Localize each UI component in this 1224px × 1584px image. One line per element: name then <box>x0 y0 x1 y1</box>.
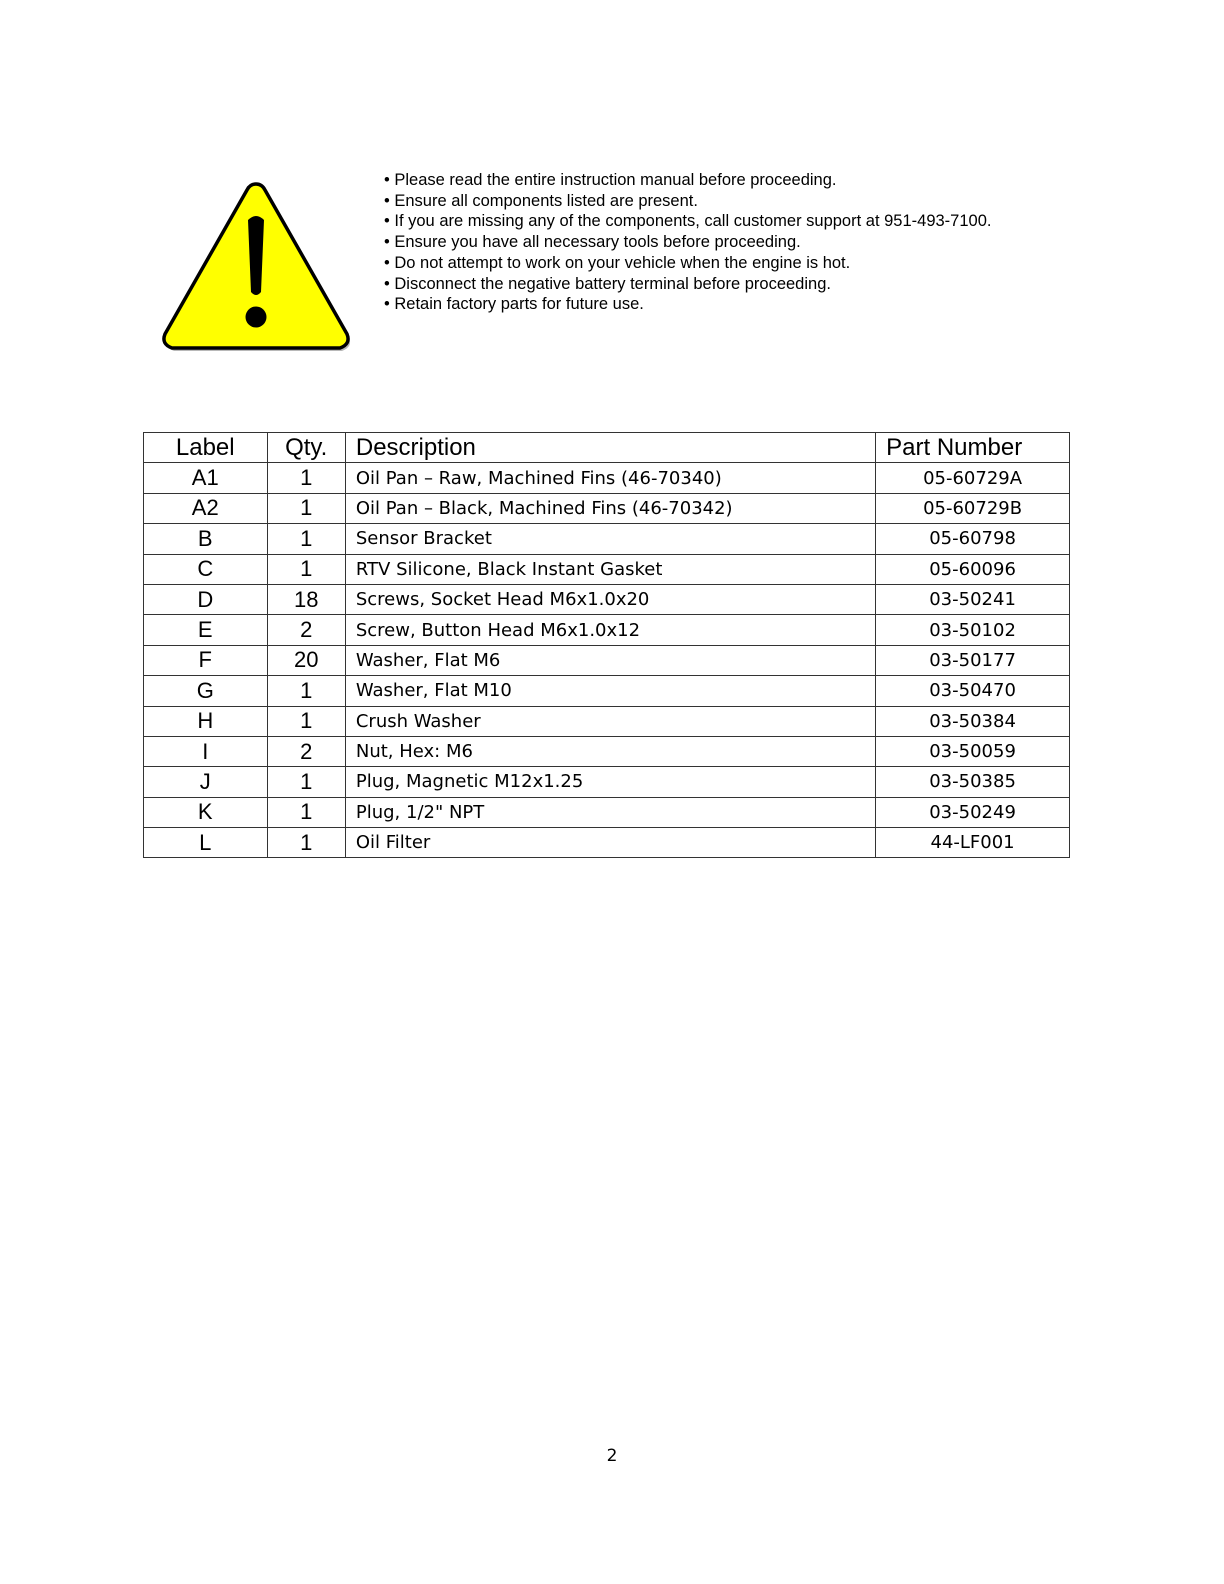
cell-description: Oil Pan – Black, Machined Fins (46-70342) <box>345 493 875 523</box>
table-row <box>144 584 1070 614</box>
table-row <box>144 463 1070 493</box>
cell-qty: 1 <box>267 554 345 584</box>
cell-description: Oil Filter <box>345 828 875 858</box>
header-description: Description <box>345 433 875 463</box>
cell-qty: 1 <box>267 797 345 827</box>
cell-description: Plug, 1/2" NPT <box>345 797 875 827</box>
cell-qty: 20 <box>267 645 345 675</box>
table-row <box>144 524 1070 554</box>
warning-triangle-icon <box>158 180 354 352</box>
note-item: • Disconnect the negative battery terminal before proceeding. <box>384 274 991 295</box>
header-qty: Qty. <box>267 433 345 463</box>
cell-description: Washer, Flat M10 <box>345 676 875 706</box>
cell-description: Crush Washer <box>345 706 875 736</box>
cell-description: Screw, Button Head M6x1.0x12 <box>345 615 875 645</box>
cell-part-number: 03-50177 <box>876 645 1070 675</box>
cell-label: H <box>144 706 268 736</box>
cell-part-number: 44-LF001 <box>876 828 1070 858</box>
cell-part-number: 03-50384 <box>876 706 1070 736</box>
cell-part-number: 03-50385 <box>876 767 1070 797</box>
cell-label: A1 <box>144 463 268 493</box>
table-row <box>144 797 1070 827</box>
header-part-number: Part Number <box>876 433 1070 463</box>
page-number: 2 <box>606 1446 618 1466</box>
cell-description: Nut, Hex: M6 <box>345 736 875 766</box>
cell-description: Plug, Magnetic M12x1.25 <box>345 767 875 797</box>
cell-label: F <box>144 645 268 675</box>
parts-table-body <box>144 463 1070 858</box>
cell-qty: 1 <box>267 767 345 797</box>
cell-description: Washer, Flat M6 <box>345 645 875 675</box>
cell-qty: 1 <box>267 463 345 493</box>
safety-notes-list <box>384 170 991 315</box>
cell-qty: 1 <box>267 524 345 554</box>
cell-qty: 1 <box>267 706 345 736</box>
cell-qty: 1 <box>267 493 345 523</box>
table-row <box>144 736 1070 766</box>
cell-part-number: 03-50470 <box>876 676 1070 706</box>
cell-description: RTV Silicone, Black Instant Gasket <box>345 554 875 584</box>
note-item: • Ensure all components listed are present. <box>384 191 991 212</box>
table-row <box>144 493 1070 523</box>
cell-part-number: 03-50102 <box>876 615 1070 645</box>
header-label: Label <box>144 433 268 463</box>
cell-part-number: 03-50059 <box>876 736 1070 766</box>
cell-part-number: 05-60096 <box>876 554 1070 584</box>
cell-qty: 2 <box>267 736 345 766</box>
cell-description: Screws, Socket Head M6x1.0x20 <box>345 584 875 614</box>
table-row <box>144 645 1070 675</box>
note-item: • If you are missing any of the components, call customer support at 951-493-7100. <box>384 211 991 232</box>
cell-part-number: 05-60729A <box>876 463 1070 493</box>
cell-label: G <box>144 676 268 706</box>
cell-description: Sensor Bracket <box>345 524 875 554</box>
cell-label: K <box>144 797 268 827</box>
cell-qty: 18 <box>267 584 345 614</box>
table-row <box>144 615 1070 645</box>
cell-description: Oil Pan – Raw, Machined Fins (46-70340) <box>345 463 875 493</box>
table-row <box>144 676 1070 706</box>
cell-label: C <box>144 554 268 584</box>
cell-part-number: 03-50241 <box>876 584 1070 614</box>
cell-label: I <box>144 736 268 766</box>
table-row <box>144 767 1070 797</box>
cell-label: J <box>144 767 268 797</box>
table-row <box>144 828 1070 858</box>
parts-table <box>143 432 1070 858</box>
cell-label: B <box>144 524 268 554</box>
cell-qty: 1 <box>267 676 345 706</box>
note-item: • Retain factory parts for future use. <box>384 294 991 315</box>
table-header-row <box>144 433 1070 463</box>
note-item: • Do not attempt to work on your vehicle when the engine is hot. <box>384 253 991 274</box>
cell-label: E <box>144 615 268 645</box>
cell-label: L <box>144 828 268 858</box>
cell-label: D <box>144 584 268 614</box>
cell-part-number: 05-60729B <box>876 493 1070 523</box>
table-row <box>144 706 1070 736</box>
cell-part-number: 03-50249 <box>876 797 1070 827</box>
table-row <box>144 554 1070 584</box>
cell-part-number: 05-60798 <box>876 524 1070 554</box>
cell-label: A2 <box>144 493 268 523</box>
note-item: • Ensure you have all necessary tools before proceeding. <box>384 232 991 253</box>
note-item: • Please read the entire instruction manual before proceeding. <box>384 170 991 191</box>
cell-qty: 1 <box>267 828 345 858</box>
cell-qty: 2 <box>267 615 345 645</box>
